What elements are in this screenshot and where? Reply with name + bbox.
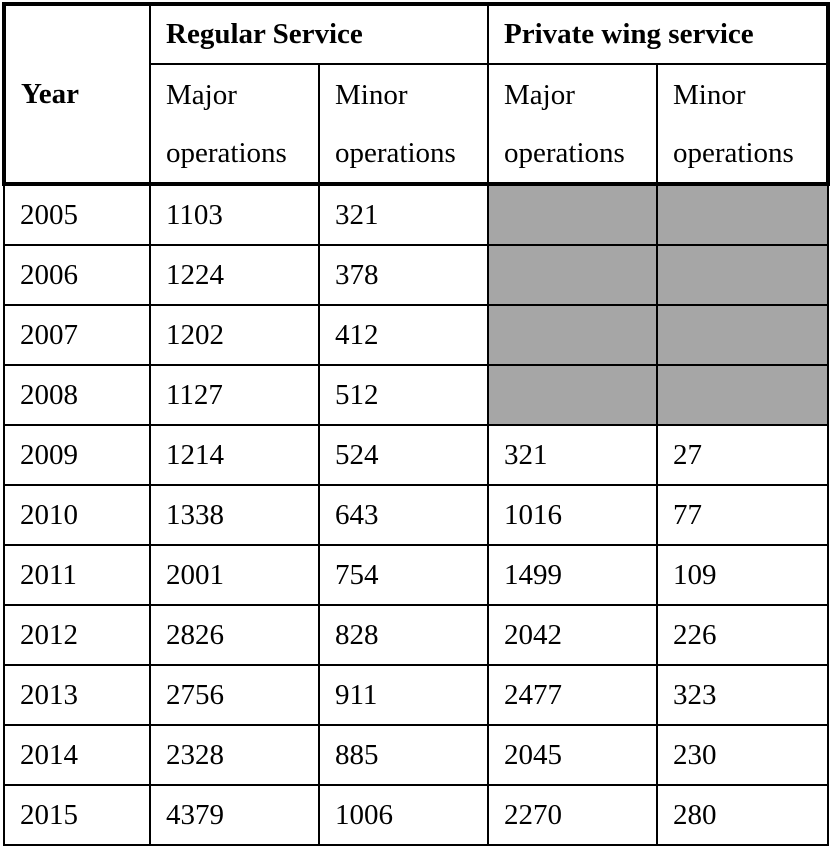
year-cell: 2014 [4, 725, 150, 785]
table-row [4, 425, 828, 485]
regular-major-cell: 1338 [150, 485, 319, 545]
private-minor-cell: 27 [657, 425, 828, 485]
private-major-cell [488, 305, 657, 365]
private-major-cell: 2270 [488, 785, 657, 845]
regular-major-cell: 2756 [150, 665, 319, 725]
private-minor-header: Minor operations [657, 64, 828, 184]
regular-minor-cell: 828 [319, 605, 488, 665]
table-row [4, 785, 828, 845]
year-cell: 2009 [4, 425, 150, 485]
private-minor-cell: 280 [657, 785, 828, 845]
private-major-cell: 2045 [488, 725, 657, 785]
private-minor-cell [657, 365, 828, 425]
regular-major-cell: 2826 [150, 605, 319, 665]
table-row [4, 605, 828, 665]
regular-major-cell: 1103 [150, 184, 319, 245]
year-cell: 2007 [4, 305, 150, 365]
table-row [4, 305, 828, 365]
private-minor-cell: 77 [657, 485, 828, 545]
regular-minor-cell: 524 [319, 425, 488, 485]
private-major-cell: 321 [488, 425, 657, 485]
private-minor-cell: 230 [657, 725, 828, 785]
year-cell: 2010 [4, 485, 150, 545]
regular-minor-cell: 378 [319, 245, 488, 305]
table-row [4, 665, 828, 725]
private-minor-cell [657, 245, 828, 305]
private-minor-cell: 323 [657, 665, 828, 725]
regular-major-cell: 2001 [150, 545, 319, 605]
private-minor-cell: 109 [657, 545, 828, 605]
table-header [4, 4, 828, 184]
private-major-header: Major operations [488, 64, 657, 184]
table-row [4, 245, 828, 305]
regular-major-cell: 1214 [150, 425, 319, 485]
private-wing-header: Private wing service [488, 4, 828, 64]
regular-minor-cell: 412 [319, 305, 488, 365]
regular-minor-cell: 754 [319, 545, 488, 605]
year-cell: 2013 [4, 665, 150, 725]
year-cell: 2006 [4, 245, 150, 305]
regular-minor-cell: 321 [319, 184, 488, 245]
regular-minor-cell: 643 [319, 485, 488, 545]
regular-major-cell: 1224 [150, 245, 319, 305]
year-cell: 2011 [4, 545, 150, 605]
private-major-cell: 1499 [488, 545, 657, 605]
regular-minor-cell: 911 [319, 665, 488, 725]
private-major-cell [488, 184, 657, 245]
year-cell: 2012 [4, 605, 150, 665]
table-body [4, 184, 828, 845]
private-major-cell [488, 365, 657, 425]
table-row [4, 365, 828, 425]
private-major-cell: 2042 [488, 605, 657, 665]
private-major-cell: 2477 [488, 665, 657, 725]
regular-minor-cell: 1006 [319, 785, 488, 845]
private-major-cell: 1016 [488, 485, 657, 545]
regular-major-cell: 1127 [150, 365, 319, 425]
private-minor-cell [657, 184, 828, 245]
regular-minor-cell: 885 [319, 725, 488, 785]
regular-minor-header: Minor operations [319, 64, 488, 184]
operations-table [2, 2, 830, 846]
private-minor-cell [657, 305, 828, 365]
regular-major-cell: 4379 [150, 785, 319, 845]
table-row [4, 545, 828, 605]
year-cell: 2015 [4, 785, 150, 845]
regular-minor-cell: 512 [319, 365, 488, 425]
year-cell: 2005 [4, 184, 150, 245]
regular-major-header: Major operations [150, 64, 319, 184]
regular-major-cell: 2328 [150, 725, 319, 785]
regular-service-header: Regular Service [150, 4, 488, 64]
year-header: Year [4, 4, 150, 184]
table-row [4, 725, 828, 785]
table-row [4, 184, 828, 245]
private-major-cell [488, 245, 657, 305]
private-minor-cell: 226 [657, 605, 828, 665]
year-cell: 2008 [4, 365, 150, 425]
table-row [4, 485, 828, 545]
regular-major-cell: 1202 [150, 305, 319, 365]
